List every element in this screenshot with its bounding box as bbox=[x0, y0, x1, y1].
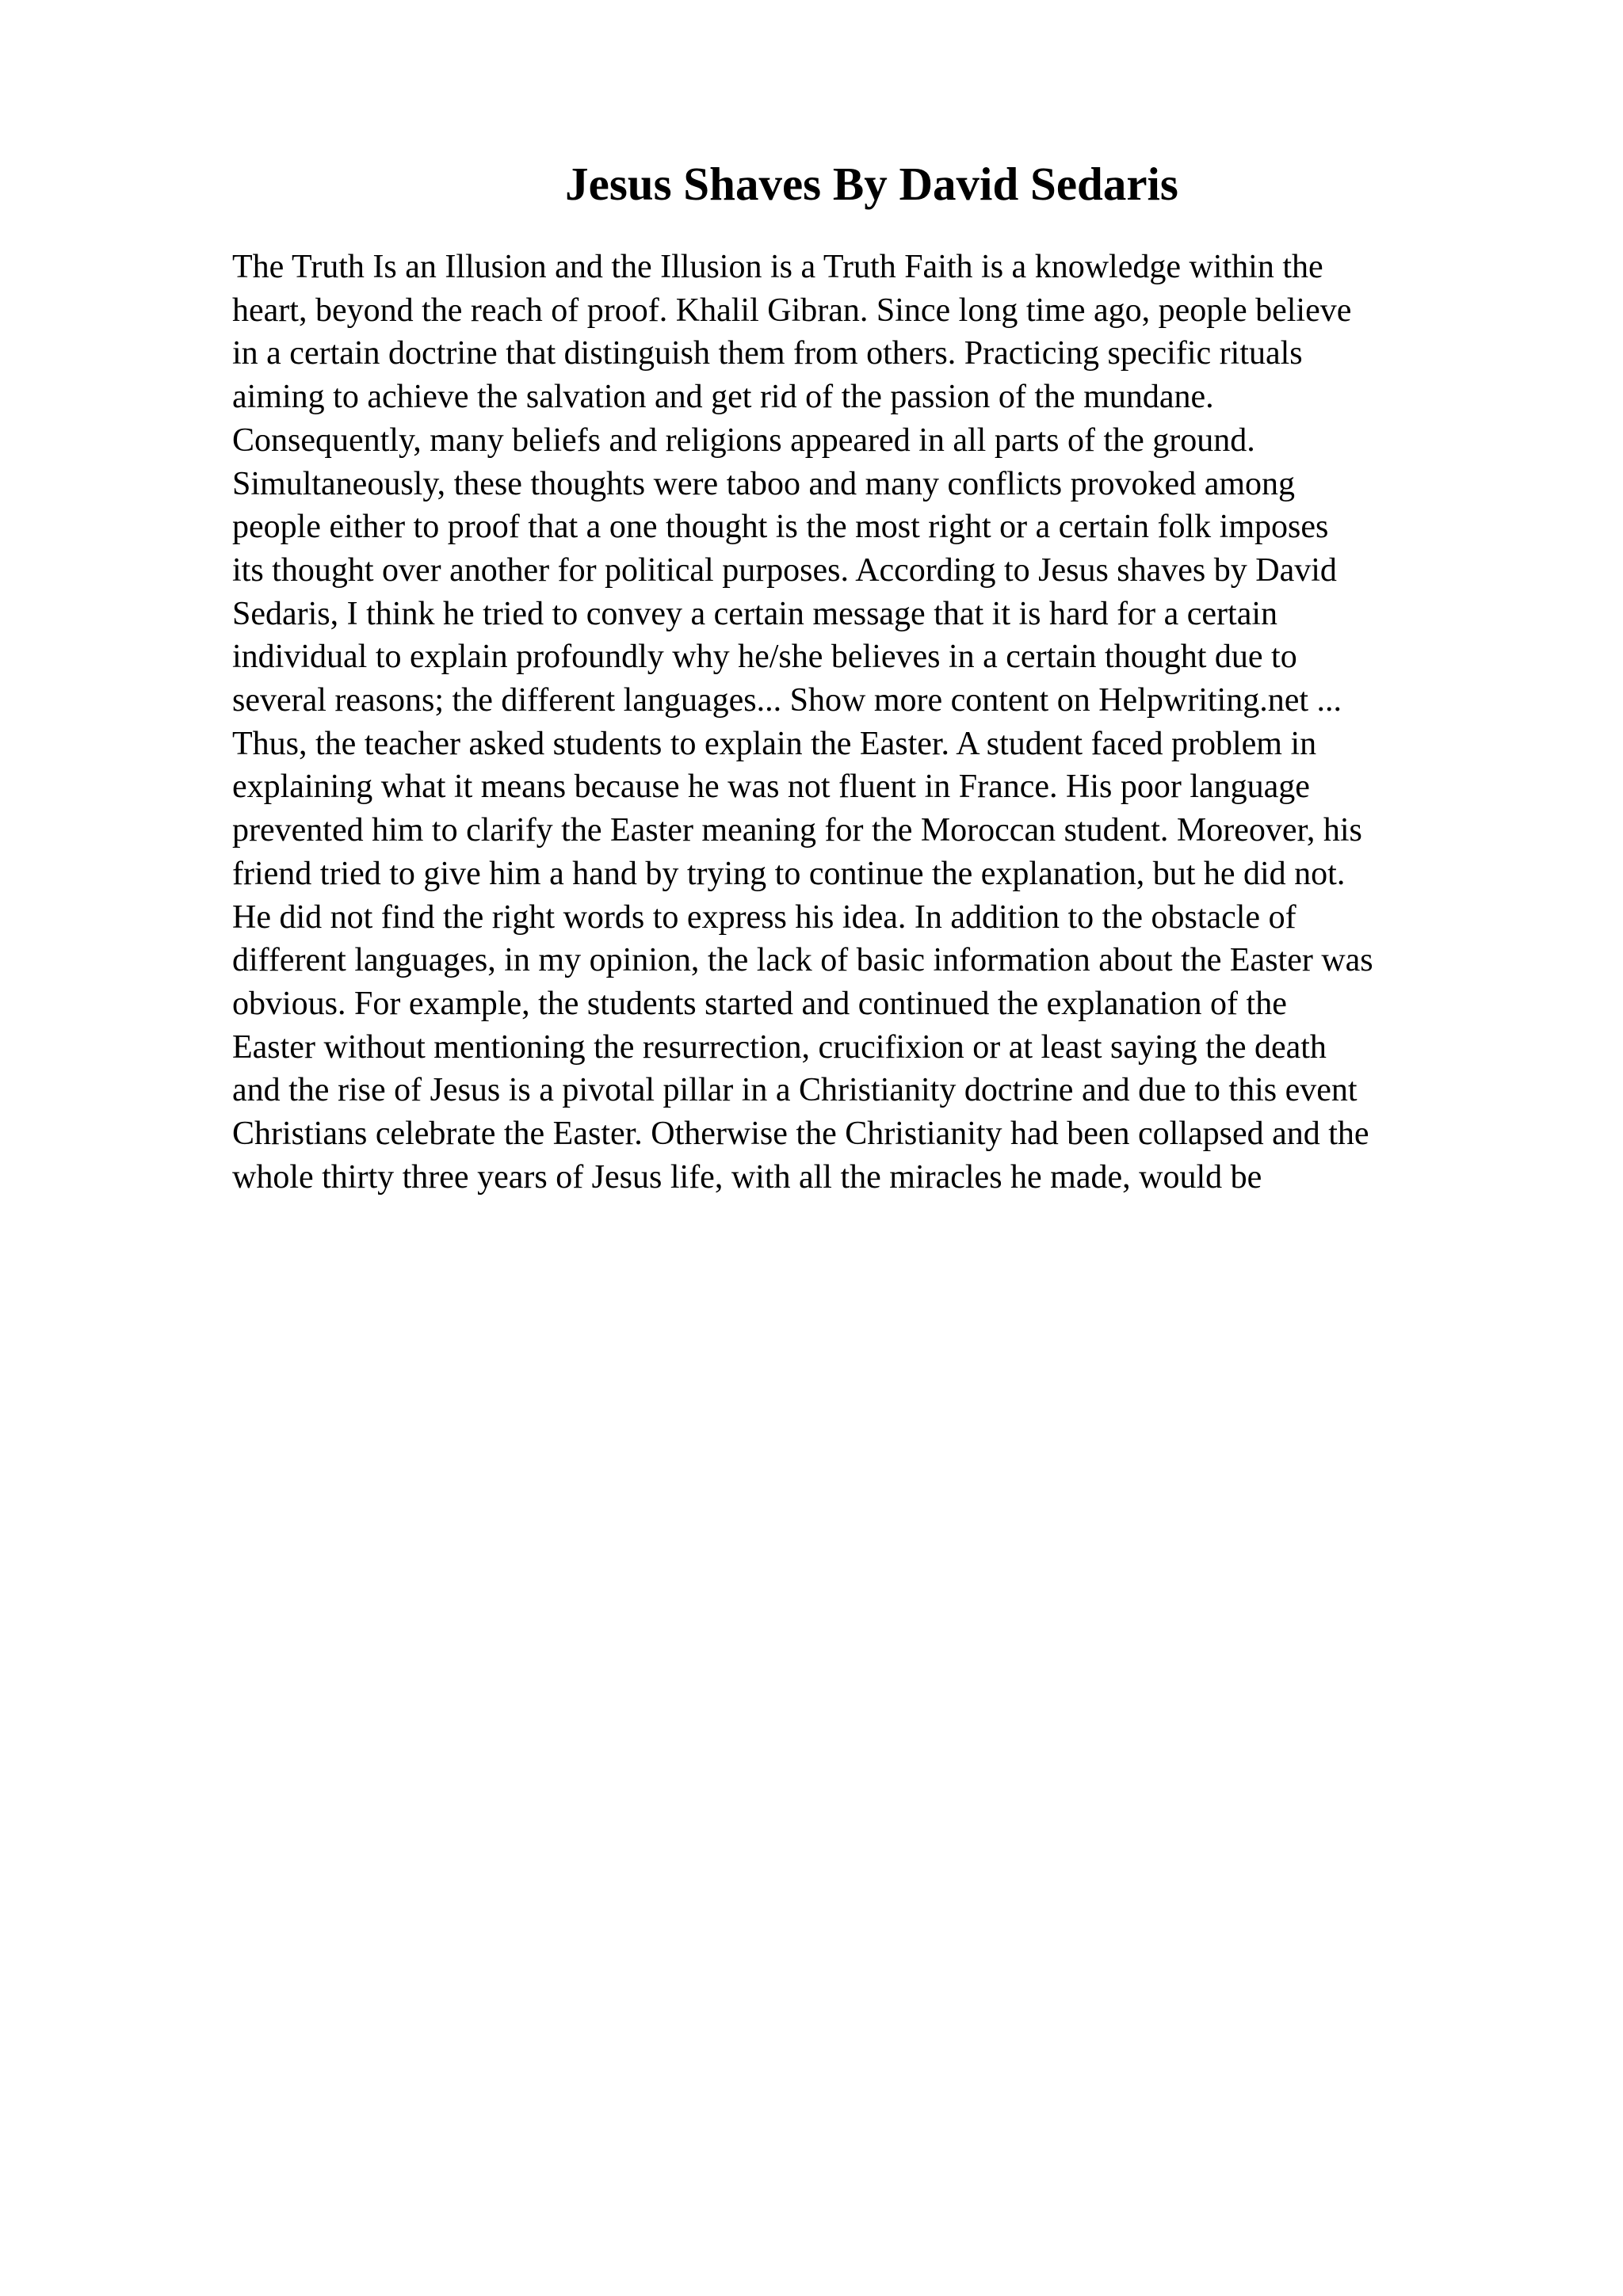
body-line: individual to explain profoundly why he/she believes in a certain thought due to bbox=[232, 639, 1297, 676]
body-line: The Truth Is an Illusion and the Illusion is a Truth Faith is a knowledge within the bbox=[232, 249, 1323, 285]
body-line: whole thirty three years of Jesus life, with all the miracles he made, would be bbox=[232, 1158, 1262, 1196]
body-line: Simultaneously, these thoughts were taboo and many conflicts provoked among bbox=[232, 465, 1296, 502]
body-line: people either to proof that a one thought is the most right or a certain folk imposes bbox=[232, 509, 1329, 546]
body-line: obvious. For example, the students started and continued the explanation of the bbox=[232, 985, 1287, 1022]
body-line: prevented him to clarify the Easter meaning for the Moroccan student. Moreover, his bbox=[232, 812, 1362, 849]
document-title: Jesus Shaves By David Sedaris bbox=[565, 158, 1178, 210]
body-line: Christians celebrate the Easter. Otherwise the Christianity had been collapsed and the bbox=[232, 1116, 1369, 1153]
body-line: friend tried to give him a hand by trying to continue the explanation, but he did not. bbox=[232, 855, 1346, 892]
body-line: in a certain doctrine that distinguish them from others. Practicing specific rituals bbox=[232, 335, 1303, 372]
body-line: He did not find the right words to express his idea. In addition to the obstacle of bbox=[232, 898, 1296, 936]
body-line: and the rise of Jesus is a pivotal pillar in a Christianity doctrine and due to this event bbox=[232, 1072, 1358, 1109]
body-line: Sedaris, I think he tried to convey a certain message that it is hard for a certain bbox=[232, 595, 1278, 632]
document-body bbox=[232, 246, 1516, 1199]
body-line: aiming to achieve the salvation and get rid of the passion of the mundane. bbox=[232, 379, 1214, 416]
body-line: different languages, in my opinion, the lack of basic information about the Easter was bbox=[232, 942, 1373, 979]
body-line: Thus, the teacher asked students to explain the Easter. A student faced problem in bbox=[232, 725, 1317, 762]
body-line: heart, beyond the reach of proof. Khalil Gibran. Since long time ago, people believe bbox=[232, 292, 1352, 329]
body-line: several reasons; the different languages... Show more content on Helpwriting.net ... bbox=[232, 682, 1342, 719]
body-line: Easter without mentioning the resurrection, crucifixion or at least saying the death bbox=[232, 1028, 1327, 1066]
body-line: its thought over another for political purposes. According to Jesus shaves by David bbox=[232, 551, 1337, 589]
body-line: explaining what it means because he was not fluent in France. His poor language bbox=[232, 769, 1310, 806]
body-line: Consequently, many beliefs and religions appeared in all parts of the ground. bbox=[232, 421, 1255, 459]
